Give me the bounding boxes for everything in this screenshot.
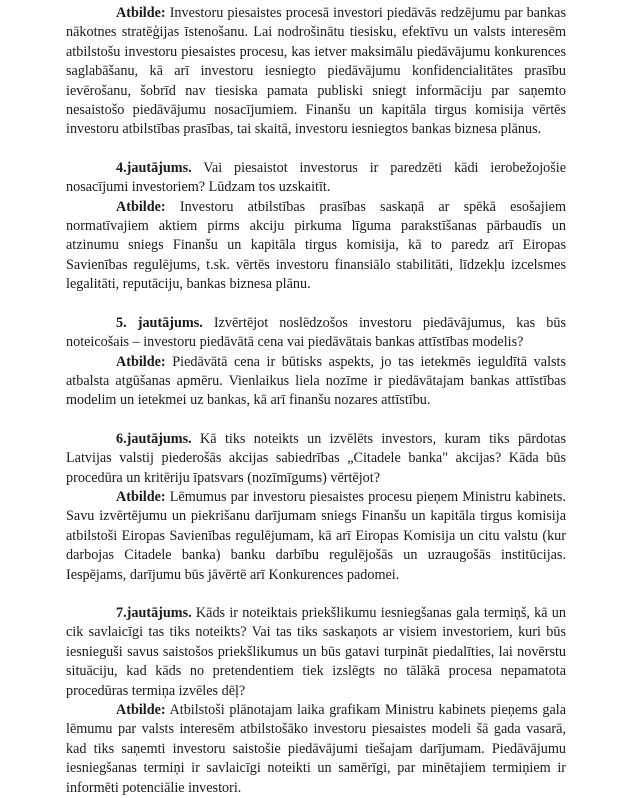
answer-label: Atbilde:: [116, 702, 166, 718]
answer-label: Atbilde:: [116, 198, 166, 215]
answer-paragraph: [66, 488, 566, 585]
question-text: Vai piesaistot investorus ir paredzēti kādi ierobežojošie nosacījumi investoriem? Lūdzam tos uzskaitīt.: [66, 159, 566, 196]
answer-label: Atbilde:: [116, 488, 166, 505]
question-text: Kāds ir noteiktais priekšlikumu iesniegšanas gala termiņš, kā un cik savlaicīgi tas tiks noteikts? Vai tas tiks saskaņots ar visiem investoriem, kuri būs iesnieguši savus saistošos priekšlikumus un būs gatavi turpināt piedalīties, lai novērstu situāciju, kad kāds no pretendentiem tiek izslēgts no tālākā procesa nepamatota procedūras termiņa izvēles dēļ?: [66, 604, 566, 699]
answer-paragraph: [66, 353, 566, 411]
answer-text: Lēmumus par investoru piesaistes procesu pieņem Ministru kabinets. Savu izvērtējumu un piekrišanu darījumam sniegs Finanšu un kapitāla tirgus komisija atbilstoši Eiropas Savienības regulējumam, kā arī Eiropas Komisija un citu valstu (kur darbojas Citadele banka) banku darbību regulējošās un uzraugošās institūcijas. Iespējams, darījumu būs jāvērtē arī Konkurences padomei.: [66, 488, 566, 583]
question-6-block: [66, 430, 566, 585]
answer-text: Investoru piesaistes procesā investori piedāvās redzējumu par bankas nākotnes stratēģijas īstenošanu. Lai nodrošinātu tiesisku, efektīvu un valsts interesēm atbilstošu investoru piesaistes procesu, kas ietver maksimālu piedāvājumu konkurences saglabāšanu, kā arī investoru iesniegto piedāvājumu konfidencialitātes prasību ievērošanu, šobrīd nav tiesiska pamata publiski sniegt informāciju par saņemto nesaistošo piedāvājumu nosacījumiem. Finanšu un kapitāla tirgus komisija vērtēs investoru atbilstības prasības, tai skaitā, investoru iesniegtos bankas biznesa plānus.: [66, 5, 566, 138]
question-paragraph: [66, 604, 566, 701]
answer-text: Piedāvātā cena ir būtisks aspekts, jo tas ietekmēs ieguldītā valsts atbalsta atgūšanas apmēru. Vienlaikus liela nozīme ir piedāvātajam bankas attīstības modelim un ietekmei uz bankas, kā arī finanšu nozares attīstību.: [66, 353, 566, 409]
question-paragraph: [66, 159, 566, 198]
answer-paragraph: [66, 701, 566, 798]
question-label: 5. jautājums.: [116, 314, 203, 331]
question-label: 4.jautājums.: [116, 159, 192, 176]
question-text: Izvērtējot noslēdzošos investoru piedāvājumus, kas būs noteicošais – investoru piedāvātā cena vai piedāvātais bankas attīstības modelis?: [66, 314, 566, 351]
answer-paragraph: [66, 198, 566, 295]
intro-block: [66, 4, 566, 140]
question-7-block: [66, 604, 566, 798]
question-5-block: [66, 314, 566, 411]
question-text: Kā tiks noteikts un izvēlēts investors, kuram tiks pārdotas Latvijas valstij piederošās akcijas sabiedrības „Citadele banka" akcijas? Kāda būs procedūra un kritēriju īpatsvars (nozīmīgums) vērtējot?: [66, 430, 567, 486]
document-page: [66, 4, 566, 798]
question-4-block: [66, 159, 566, 295]
question-paragraph: [66, 430, 566, 488]
question-paragraph: [66, 314, 566, 353]
answer-paragraph: [66, 4, 566, 140]
question-label: 6.jautājums.: [116, 430, 192, 447]
answer-text: Investoru atbilstības prasības saskaņā ar spēkā esošajiem normatīvajiem aktiem pirms akciju pirkuma līguma parakstīšanas pārbaudīs un atzinumu sniegs Finanšu un kapitāla tirgus komisija, kā to paredz arī Eiropas Savienības regulējums, t.sk. vērtēs investoru finansiālo stabilitāti, līdzekļu izcelsmes legalitāti, reputāciju, bankas biznesa plānu.: [66, 198, 567, 293]
answer-text: Atbilstoši plānotajam laika grafikam Ministru kabinets pieņems gala lēmumu par valsts interesēm atbilstošāko investoru piesaistes modeli šā gada vasarā, kad tiks saņemti investoru saistošie piedāvājumi tiešajam darījumam. Piedāvājumu iesniegšanas termiņi ir savlaicīgi noteikti un samērīgi, par minētajiem termiņiem ir informēti potenciālie investori.: [66, 702, 567, 796]
question-label: 7.jautājums.: [116, 604, 192, 621]
answer-label: Atbilde:: [116, 5, 166, 21]
answer-label: Atbilde:: [116, 353, 166, 370]
